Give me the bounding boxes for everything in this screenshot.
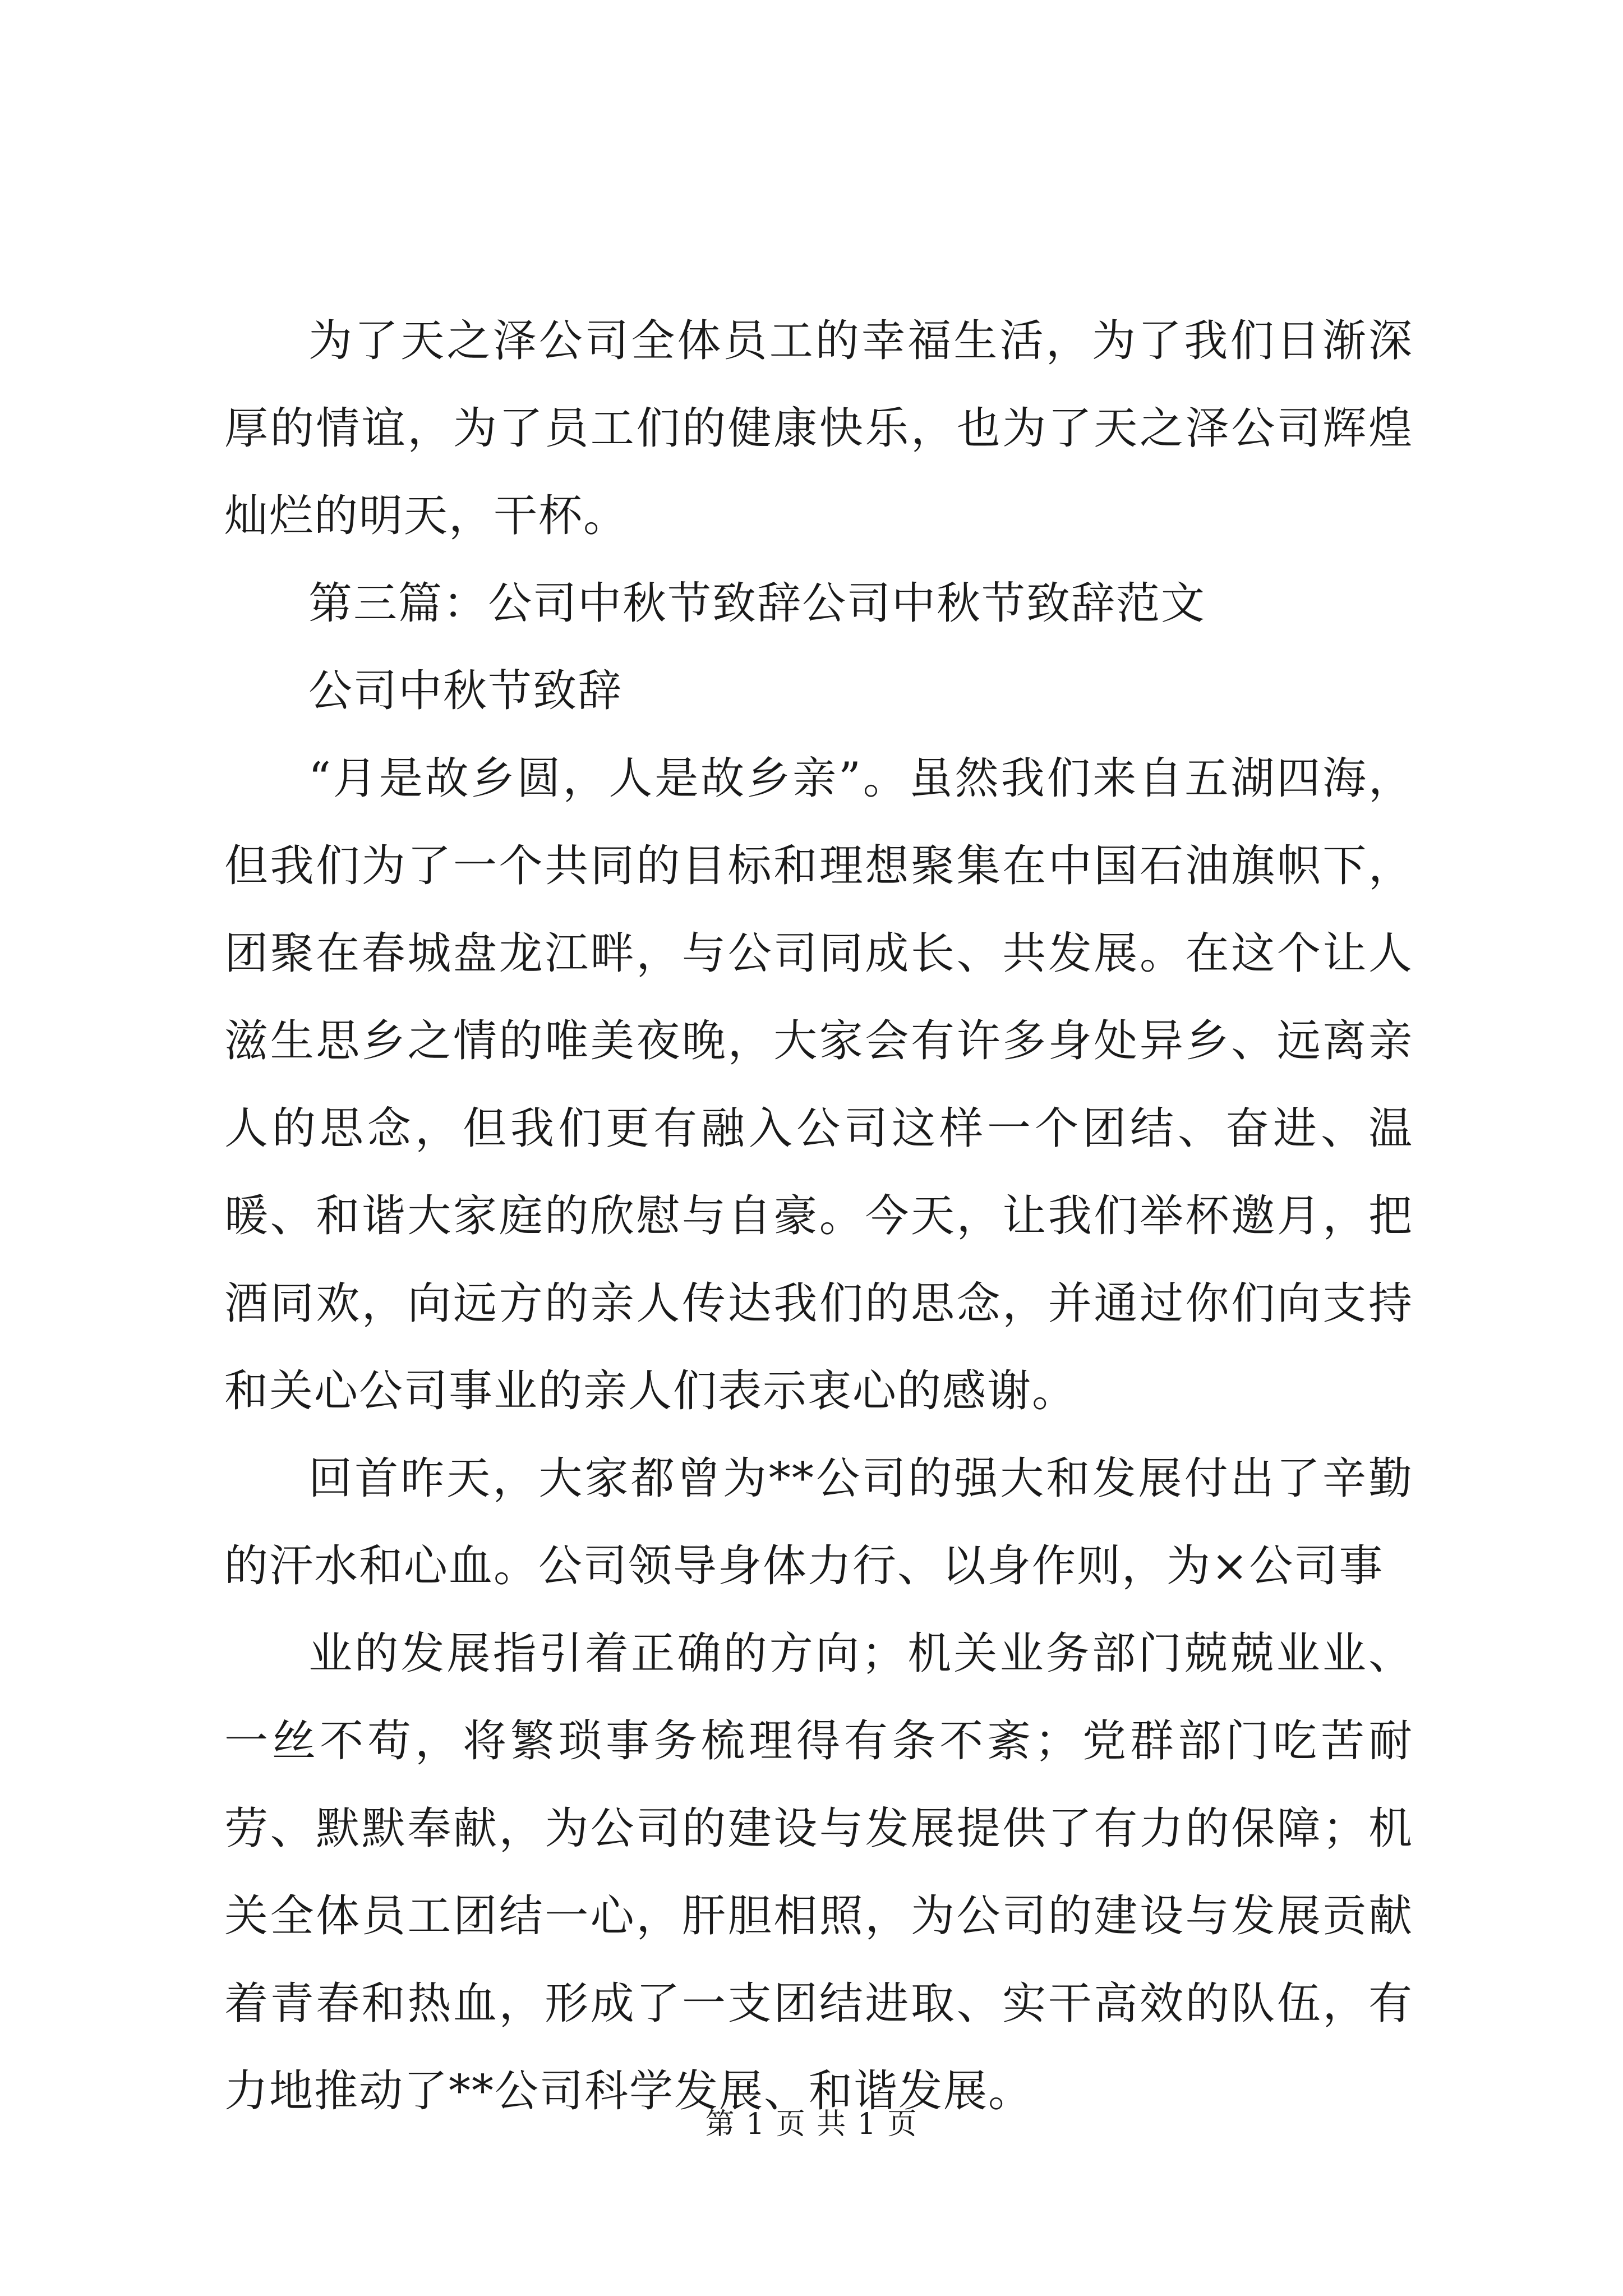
- paragraph-toast: 为了天之泽公司全体员工的幸福生活，为了我们日渐深厚的情谊，为了员工们的健康快乐，也为了天之泽公司辉煌灿烂的明天，干杯。: [224, 316, 1413, 541]
- paragraph-review: 回首昨天，大家都曾为**公司的强大和发展付出了辛勤的汗水和心血。公司领导身体力行、以身作则，为×公司事: [224, 1453, 1413, 1591]
- speech-title: 公司中秋节致辞: [308, 666, 623, 716]
- section-heading: 第三篇：公司中秋节致辞公司中秋节致辞范文: [308, 578, 1206, 629]
- paragraph-opening: “月是故乡圆，人是故乡亲”。虽然我们来自五湖四海，但我们为了一个共同的目标和理想聚集在中国石油旗帜下，团聚在春城盘龙江畔，与公司同成长、共发展。在这个让人滋生思乡之情的唯美夜晚，大家会有许多身处异乡、远离亲人的思念，但我们更有融入公司这样一个团结、奋进、温暖、和谐大家庭的欣慰与自豪。今天，让我们举杯邀月，把酒同欢，向远方的亲人传达我们的思念，并通过你们向支持和关心公司事业的亲人们表示衷心的感谢。: [224, 753, 1413, 1416]
- page-footer: 第 1 页 共 1 页: [705, 2108, 918, 2141]
- document-body: [224, 297, 1413, 2135]
- paragraph-achievements: 业的发展指引着正确的方向；机关业务部门兢兢业业、一丝不苟，将繁琐事务梳理得有条不紊；党群部门吃苦耐劳、默默奉献，为公司的建设与发展提供了有力的保障；机关全体员工团结一心，肝胆相照，为公司的建设与发展贡献着青春和热血，形成了一支团结进取、实干高效的队伍，有力地推动了**公司科学发展、和谐发展。: [224, 1628, 1413, 2116]
